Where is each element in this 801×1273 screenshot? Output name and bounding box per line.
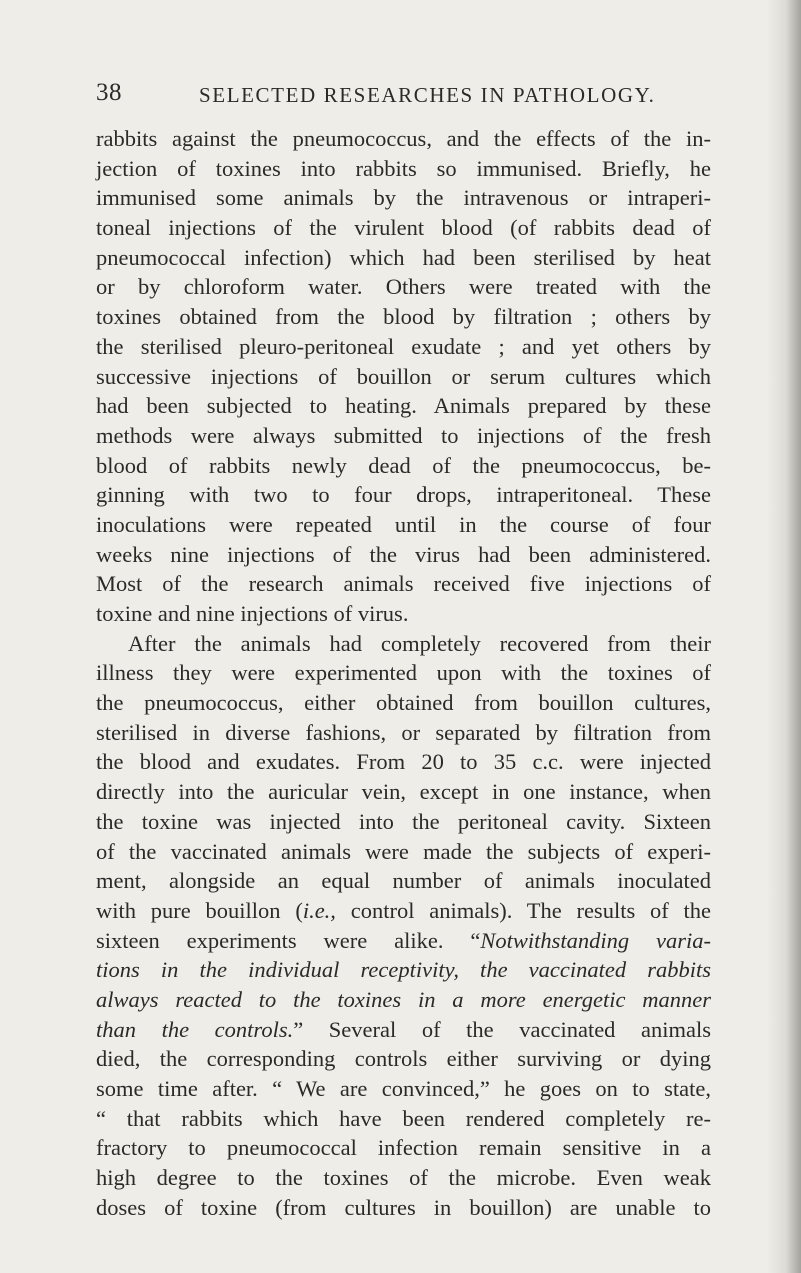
text-segment: sixteen experiments were alike. “ [96, 927, 481, 953]
text-line: jection of toxines into rabbits so immunised. Briefly, he [96, 155, 711, 181]
text-line: sterilised in diverse fashions, or separated by filtration from [96, 719, 711, 745]
text-line: fractory to pneumococcal infection remain sensitive in a [96, 1135, 711, 1161]
text-line: had been subjected to heating. Animals prepared by these [96, 393, 711, 419]
text-line: the blood and exudates. From 20 to 35 c.c. were injected [96, 749, 711, 775]
text-line [96, 1015, 711, 1045]
text-line: the sterilised pleuro-peritoneal exudate ; and yet others by [96, 333, 711, 359]
text-line: toxines obtained from the blood by filtration ; others by [96, 304, 711, 330]
text-line: weeks nine injections of the virus had been administered. [96, 541, 711, 567]
text-line: doses of toxine (from cultures in bouillon) are unable to [96, 1194, 711, 1220]
text-segment: ” Several of the vaccinated animals [293, 1016, 712, 1042]
body-text [96, 124, 711, 1222]
text-line: tions in the individual receptivity, the vaccinated rabbits [96, 957, 711, 983]
text-line: immunised some animals by the intravenous or intraperi- [96, 185, 711, 211]
text-line: toneal injections of the virulent blood (of rabbits dead of [96, 215, 711, 241]
text-line: successive injections of bouillon or serum cultures which [96, 363, 711, 389]
text-segment: with pure bouillon ( [96, 897, 303, 923]
text-line: illness they were experimented upon with the toxines of [96, 660, 711, 686]
text-line: died, the corresponding controls either surviving or dying [96, 1046, 711, 1072]
text-line: methods were always submitted to injections of the fresh [96, 422, 711, 448]
text-line: of the vaccinated animals were made the subjects of experi- [96, 838, 711, 864]
text-segment: control animals). The results of the [335, 897, 711, 923]
page-number: 38 [96, 79, 122, 106]
text-line: ginning with two to four drops, intraperitoneal. These [96, 482, 711, 508]
text-line: ment, alongside an equal number of animals inoculated [96, 868, 711, 894]
text-line: high degree to the toxines of the microbe. Even weak [96, 1165, 711, 1191]
text-line: blood of rabbits newly dead of the pneumococcus, be- [96, 452, 711, 478]
page-header [96, 79, 736, 111]
text-line [96, 926, 711, 956]
running-head: SELECTED RESEARCHES IN PATHOLOGY. [199, 83, 656, 107]
text-line: pneumococcal infection) which had been sterilised by heat [96, 244, 711, 270]
text-line: or by chloroform water. Others were treated with the [96, 274, 711, 300]
text-line: Most of the research animals received five injections of [96, 571, 711, 597]
text-line: directly into the auricular vein, except in one instance, when [96, 779, 711, 805]
text-segment-italic: than the controls. [96, 1016, 294, 1042]
text-line: toxine and nine injections of virus. [96, 601, 409, 626]
text-line: the pneumococcus, either obtained from bouillon cultures, [96, 690, 711, 716]
text-line: some time after. “ We are convinced,” he goes on to state, [96, 1076, 711, 1101]
page-edge-shadow [767, 0, 801, 1273]
text-line: rabbits against the pneumococcus, and the effects of the in- [96, 126, 711, 151]
text-segment-italic: i.e., [302, 897, 336, 923]
text-line [96, 896, 711, 926]
text-line: After the animals had completely recovered from their [128, 630, 711, 656]
text-line: “ that rabbits which have been rendered completely re- [96, 1105, 711, 1131]
text-line: always reacted to the toxines in a more energetic manner [96, 986, 711, 1012]
text-line: inoculations were repeated until in the course of four [96, 511, 711, 537]
text-line: the toxine was injected into the peritoneal cavity. Sixteen [96, 808, 711, 834]
text-segment-italic: Notwithstanding varia- [480, 927, 712, 953]
